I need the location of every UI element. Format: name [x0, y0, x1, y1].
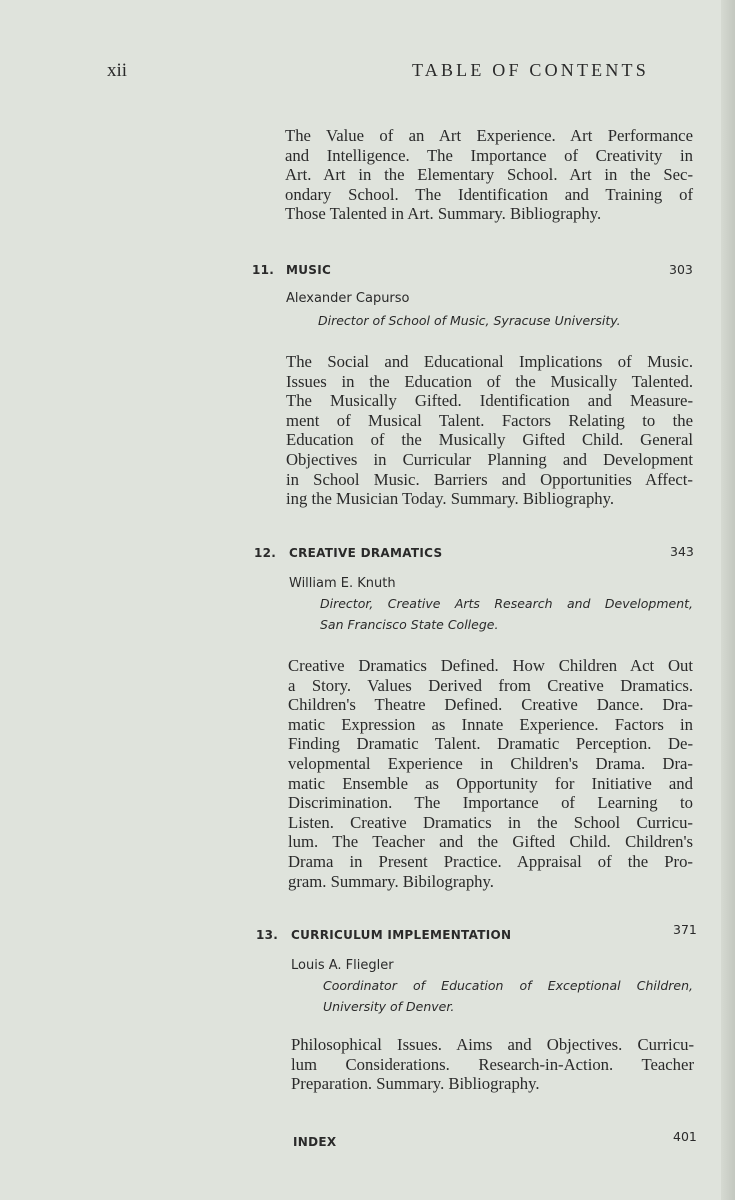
summary-line: Finding Dramatic Talent. Dramatic Perception. De-	[288, 734, 693, 754]
summary-line: Creative Dramatics Defined. How Children Act Out	[288, 656, 693, 675]
summary-line: Objectives in Curricular Planning and Development	[286, 449, 693, 469]
affiliation-line: Coordinator of Education of Exceptional Children,	[323, 978, 693, 993]
chapter-number: 11.	[252, 263, 275, 277]
summary-line: Education of the Musically Gifted Child. General	[286, 430, 693, 450]
chapter-author: Louis A. Fliegler	[291, 958, 394, 973]
chapter-page: 303	[669, 262, 693, 277]
summary-line: Children's Theatre Defined. Creative Dance. Dra-	[288, 695, 693, 715]
summary-line: The Value of an Art Experience. Art Performance	[285, 126, 693, 145]
chapter-title: CREATIVE DRAMATICS	[289, 546, 443, 560]
author-affiliation	[318, 310, 621, 331]
summary-line: ondary School. The Identification and Training of	[285, 184, 693, 204]
summary-line: Listen. Creative Dramatics in the School Curricu-	[288, 812, 693, 832]
chapter-summary	[288, 656, 693, 891]
author-affiliation	[323, 975, 693, 1017]
chapter-author: Alexander Capurso	[286, 291, 410, 306]
summary-line: Art. Art in the Elementary School. Art in the Sec-	[285, 165, 693, 185]
summary-line: lum Considerations. Research-in-Action. Teacher	[291, 1054, 694, 1074]
chapter-summary	[291, 1035, 694, 1094]
summary-line: Preparation. Summary. Bibliography.	[291, 1074, 540, 1094]
index-title: INDEX	[293, 1135, 337, 1149]
running-header: TABLE OF CONTENTS	[412, 60, 649, 80]
summary-line: velopmental Experience in Children's Drama. Dra-	[288, 753, 693, 773]
summary-line: ing the Musician Today. Summary. Bibliography.	[286, 489, 615, 509]
summary-line: Those Talented in Art. Summary. Bibliography.	[285, 204, 602, 224]
author-affiliation	[320, 593, 693, 635]
summary-line: ment of Musical Talent. Factors Relating to the	[286, 410, 693, 430]
chapter-page: 371	[673, 922, 697, 937]
summary-line: matic Expression as Innate Experience. Factors in	[288, 714, 693, 734]
summary-line: Drama in Present Practice. Appraisal of the Pro-	[288, 851, 693, 871]
affiliation-line: Director of School of Music, Syracuse University.	[318, 313, 621, 328]
summary-line: The Musically Gifted. Identification and Measure-	[286, 391, 693, 411]
summary-line: a Story. Values Derived from Creative Dramatics.	[288, 675, 693, 695]
intro-summary	[285, 126, 693, 224]
affiliation-line: San Francisco State College.	[320, 617, 499, 632]
page-number: xii	[107, 60, 128, 81]
summary-line: Philosophical Issues. Aims and Objectives. Curricu-	[291, 1035, 694, 1054]
summary-line: matic Ensemble as Opportunity for Initiative and	[288, 773, 693, 793]
affiliation-line: Director, Creative Arts Research and Development,	[320, 596, 693, 611]
affiliation-line: University of Denver.	[323, 999, 455, 1014]
summary-line: and Intelligence. The Importance of Creativity in	[285, 145, 693, 165]
page-edge	[721, 0, 735, 1200]
chapter-summary	[286, 352, 693, 509]
summary-line: The Social and Educational Implications of Music.	[286, 352, 693, 371]
summary-line: gram. Summary. Bibilography.	[288, 871, 494, 891]
summary-line: in School Music. Barriers and Opportunities Affect-	[286, 469, 693, 489]
summary-line: Discrimination. The Importance of Learning to	[288, 793, 693, 813]
chapter-author: William E. Knuth	[289, 576, 396, 591]
chapter-number: 13.	[256, 928, 279, 942]
summary-line: lum. The Teacher and the Gifted Child. Children's	[288, 832, 693, 852]
chapter-page: 343	[670, 544, 694, 559]
index-page: 401	[673, 1129, 697, 1144]
chapter-title: CURRICULUM IMPLEMENTATION	[291, 928, 512, 942]
chapter-number: 12.	[254, 546, 277, 560]
chapter-title: MUSIC	[286, 263, 332, 277]
summary-line: Issues in the Education of the Musically Talented.	[286, 371, 693, 391]
